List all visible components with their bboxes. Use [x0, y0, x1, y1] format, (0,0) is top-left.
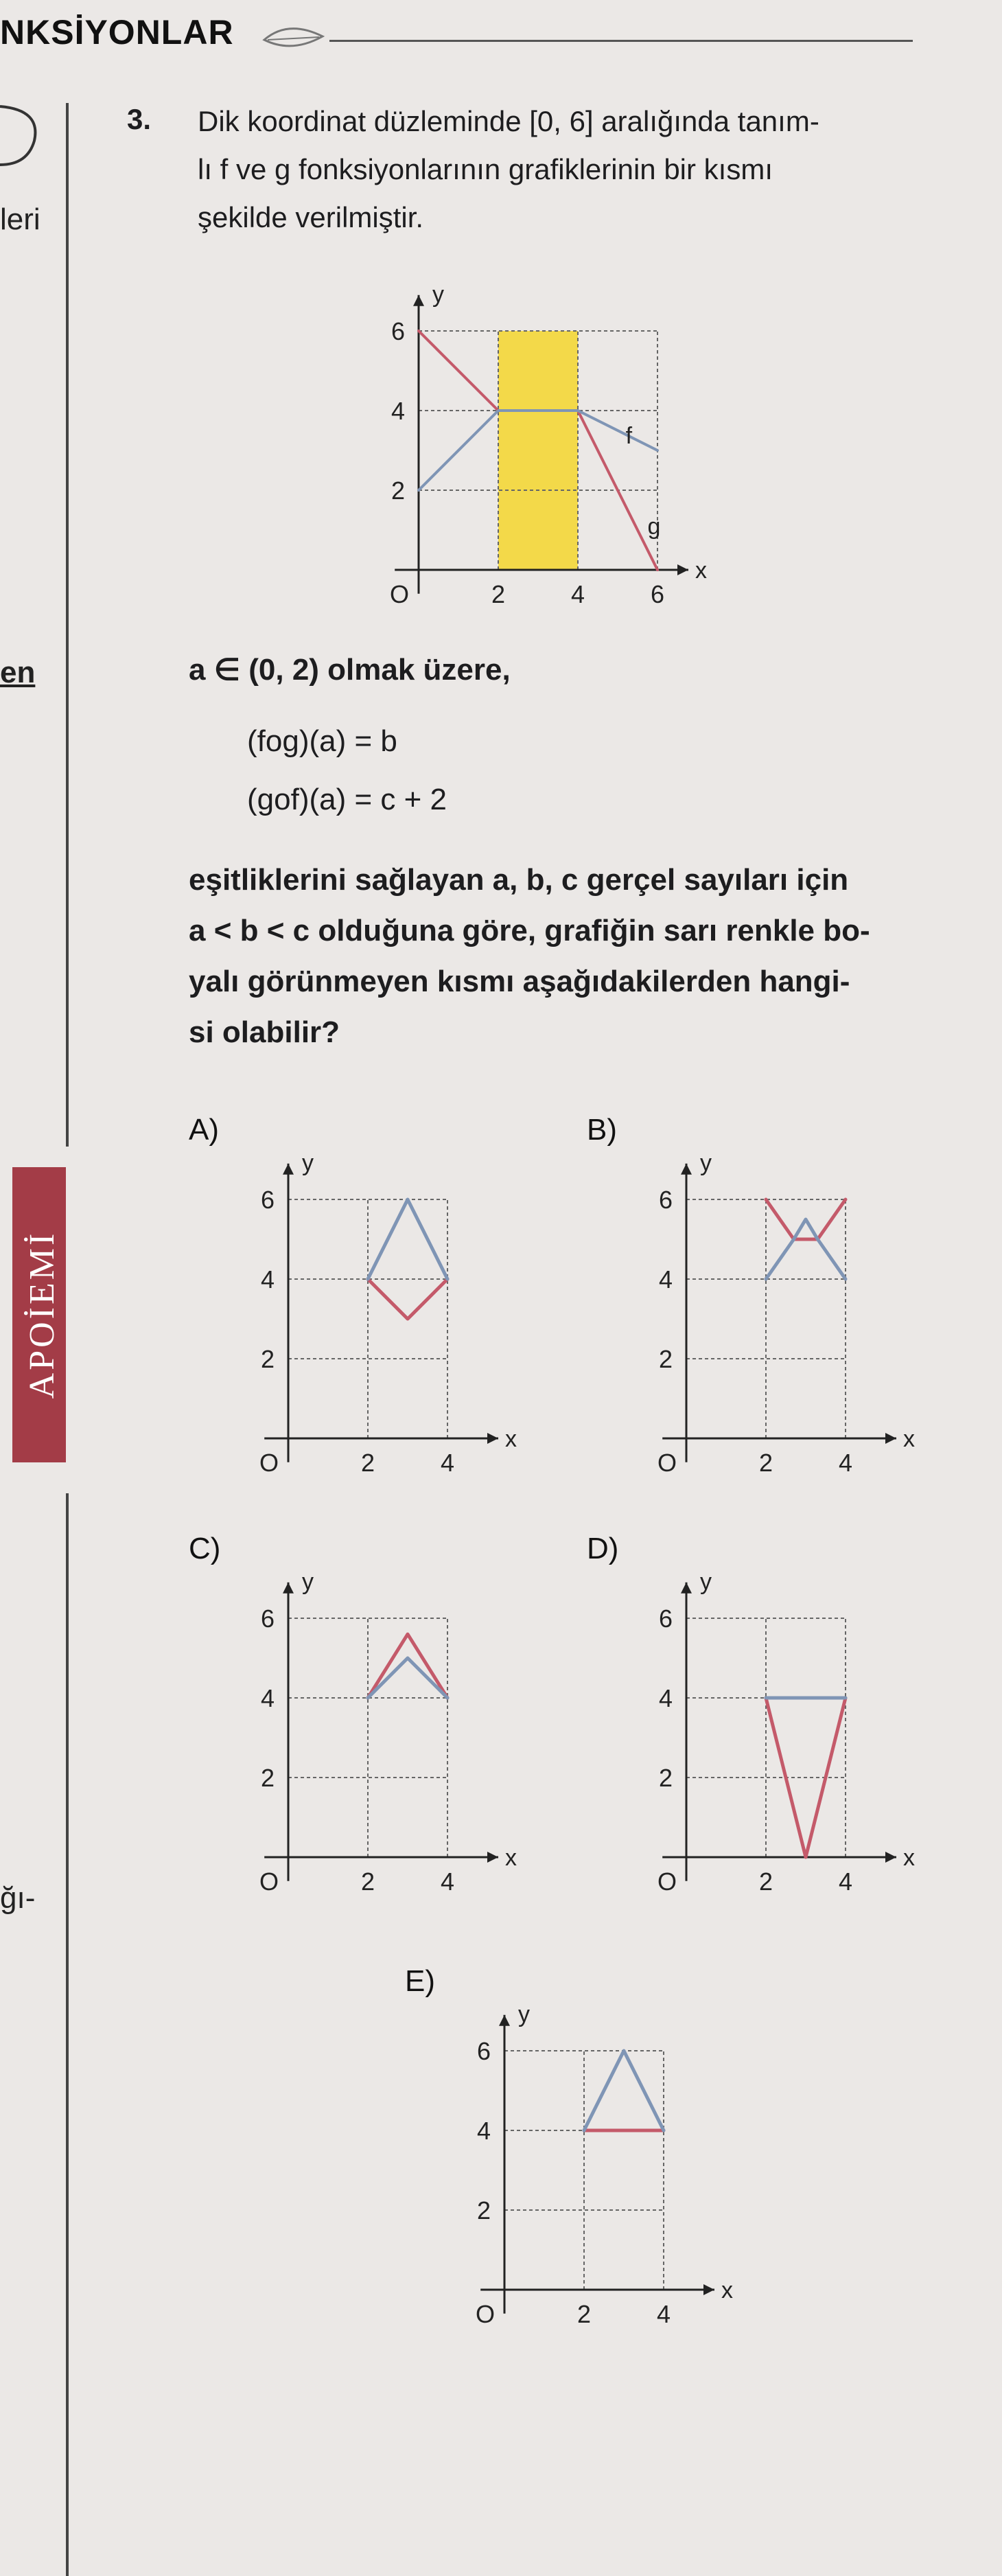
option-label: B): [587, 1113, 617, 1147]
option-e-graph[interactable]: [401, 1953, 786, 2338]
x-tick-label: 2: [491, 580, 506, 608]
y-tick-label: 4: [391, 397, 406, 425]
x-axis-arrow: [487, 1433, 498, 1444]
y-axis-label: y: [700, 1149, 712, 1176]
margin-line-bottom: [66, 1493, 69, 2576]
x-tick-label: 2: [361, 1449, 375, 1477]
x-tick-label: 4: [657, 2300, 671, 2328]
yellow-highlight-region: [498, 331, 578, 570]
x-tick-label: 4: [441, 1449, 455, 1477]
condition-text: a ∈ (0, 2) olmak üzere,: [189, 653, 511, 687]
x-tick-label: 2: [577, 2300, 592, 2328]
y-axis-arrow: [283, 1164, 294, 1175]
origin-label: O: [657, 1449, 677, 1477]
x-tick-label: 4: [571, 580, 585, 608]
leaf-icon: [261, 19, 329, 54]
main-graph: [329, 254, 769, 611]
y-tick-label: 4: [659, 1684, 673, 1712]
x-tick-label: 2: [759, 1449, 773, 1477]
origin-label: O: [476, 2300, 496, 2328]
prompt-line-3: yalı görünmeyen kısmı aşağıdakilerden hangi-: [189, 965, 850, 998]
y-axis-label: y: [432, 281, 444, 308]
y-tick-label: 6: [659, 1605, 673, 1633]
side-note-top: leri: [0, 203, 40, 236]
option-d-graph[interactable]: [583, 1521, 968, 1905]
publisher-logo-text: APOİEMİ: [23, 1230, 62, 1399]
x-axis-arrow: [487, 1852, 498, 1863]
question-number: 3.: [127, 103, 152, 135]
x-axis-label: x: [903, 1845, 915, 1871]
y-axis-label: y: [302, 1568, 314, 1595]
y-tick-label: 6: [477, 2037, 491, 2065]
y-axis-label: y: [700, 1568, 712, 1595]
side-note-bottom: ğı-: [0, 1881, 36, 1915]
x-axis-label: x: [505, 1426, 517, 1452]
x-tick-label: 4: [839, 1867, 853, 1896]
prompt-line-4: si olabilir?: [189, 1015, 340, 1049]
page-edge-arc: [0, 96, 41, 179]
margin-line-top: [66, 103, 69, 1147]
curve-label-g: g: [647, 513, 661, 540]
y-axis-arrow: [681, 1164, 692, 1175]
y-axis-arrow: [413, 295, 424, 306]
x-axis-arrow: [885, 1852, 896, 1863]
option-label: A): [189, 1113, 219, 1147]
y-axis-label: y: [302, 1149, 314, 1176]
option-b-graph[interactable]: [583, 1102, 968, 1486]
y-axis-label: y: [518, 2001, 530, 2027]
y-tick-label: 6: [261, 1186, 275, 1214]
y-tick-label: 4: [477, 2117, 491, 2145]
y-tick-label: 2: [659, 1345, 673, 1373]
y-axis-arrow: [283, 1583, 294, 1594]
x-tick-label: 2: [361, 1867, 375, 1896]
y-tick-label: 2: [477, 2196, 491, 2224]
series-line-g: [584, 2051, 664, 2130]
y-axis-arrow: [681, 1583, 692, 1594]
question-text: [198, 97, 939, 242]
origin-label: O: [259, 1449, 279, 1477]
y-tick-label: 4: [659, 1265, 673, 1293]
x-axis-arrow: [885, 1433, 896, 1444]
question-line-1: Dik koordinat düzleminde [0, 6] aralığında tanım-: [198, 105, 819, 137]
y-tick-label: 2: [391, 476, 406, 505]
y-tick-label: 2: [261, 1345, 275, 1373]
x-axis-label: x: [695, 557, 707, 584]
question-prompt: [189, 855, 951, 1058]
curve-label-f: f: [625, 423, 633, 449]
equation-2: (gof)(a) = c + 2: [247, 783, 447, 816]
origin-label: O: [657, 1867, 677, 1896]
option-a-graph[interactable]: [185, 1102, 570, 1486]
x-axis-label: x: [505, 1845, 517, 1871]
series-line-g: [766, 1219, 846, 1279]
x-tick-label: 6: [651, 580, 665, 608]
y-tick-label: 4: [261, 1265, 275, 1293]
x-axis-arrow: [677, 564, 688, 575]
section-title: NKSİYONLAR: [0, 13, 234, 51]
x-tick-label: 4: [839, 1449, 853, 1477]
x-axis-label: x: [721, 2277, 733, 2303]
origin-label: O: [390, 580, 410, 608]
prompt-line-2: a < b < c olduğuna göre, grafiğin sarı renkle bo-: [189, 914, 870, 947]
header-rule: [329, 40, 913, 42]
publisher-logo: [12, 1167, 66, 1462]
y-tick-label: 6: [261, 1605, 275, 1633]
y-tick-label: 4: [261, 1684, 275, 1712]
equation-1: (fog)(a) = b: [247, 724, 397, 758]
series-line-f: [368, 1279, 447, 1319]
x-tick-label: 2: [759, 1867, 773, 1896]
x-axis-arrow: [703, 2284, 714, 2295]
origin-label: O: [259, 1867, 279, 1896]
y-tick-label: 2: [659, 1764, 673, 1792]
y-tick-label: 2: [261, 1764, 275, 1792]
option-label: E): [405, 1964, 435, 1998]
y-tick-label: 6: [391, 317, 406, 345]
y-axis-arrow: [499, 2015, 510, 2026]
option-label: D): [587, 1532, 619, 1565]
option-label: C): [189, 1532, 221, 1565]
x-axis-label: x: [903, 1426, 915, 1452]
series-line-g: [368, 1199, 447, 1279]
question-line-2: lı f ve g fonksiyonlarının grafiklerinin bir kısmı: [198, 153, 773, 185]
option-c-graph[interactable]: [185, 1521, 570, 1905]
x-tick-label: 4: [441, 1867, 455, 1896]
prompt-line-1: eşitliklerini sağlayan a, b, c gerçel sayıları için: [189, 863, 849, 897]
y-tick-label: 6: [659, 1186, 673, 1214]
question-line-3: şekilde verilmiştir.: [198, 201, 424, 233]
side-note-mid: en: [0, 656, 36, 689]
